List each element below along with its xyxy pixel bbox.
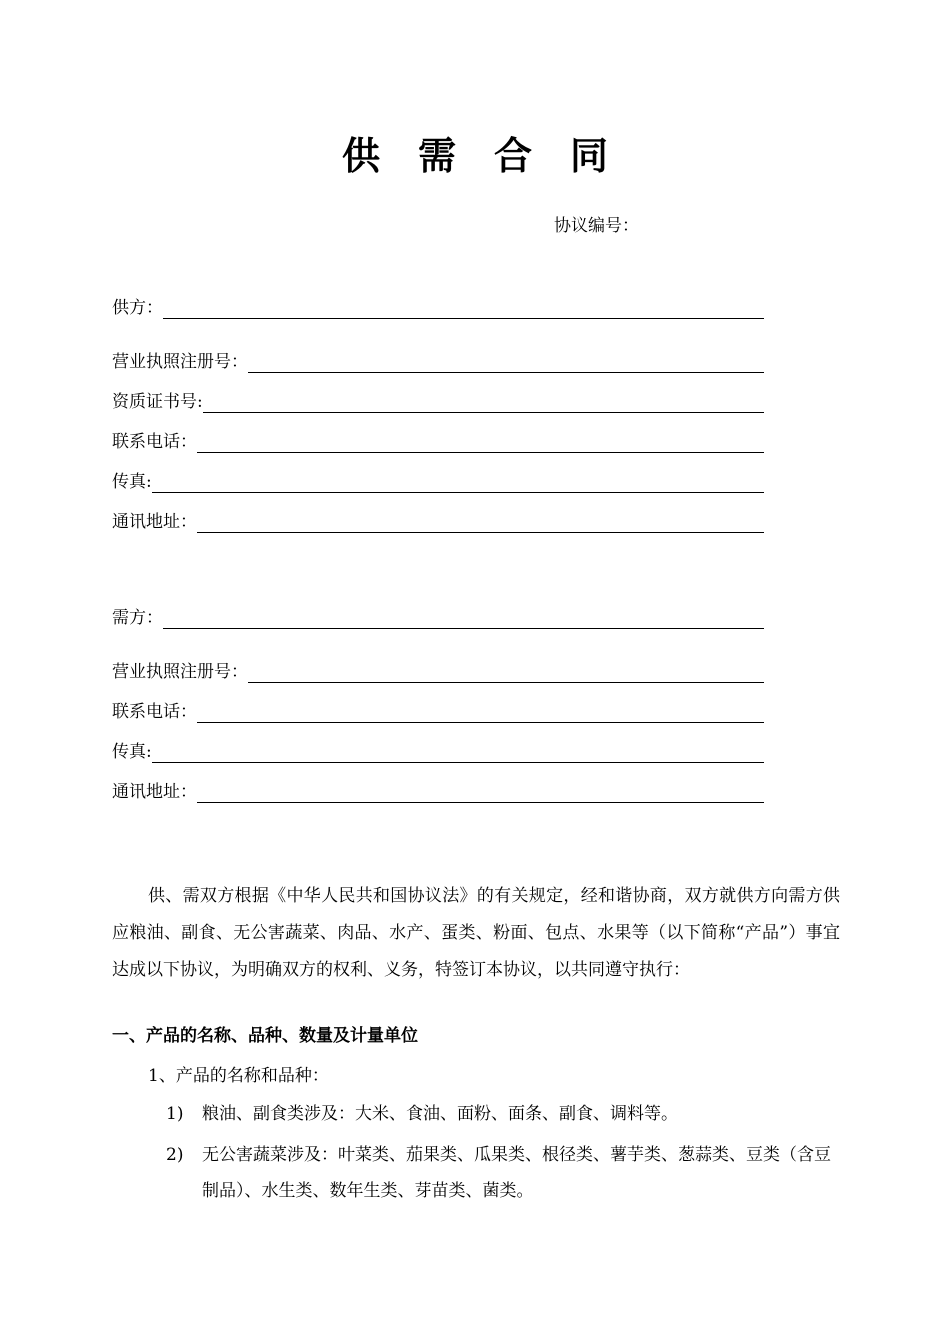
- supplier-fax-blank[interactable]: [152, 470, 764, 493]
- buyer-name-label: 需方：: [112, 608, 163, 628]
- supplier-name-label: 供方：: [112, 298, 163, 318]
- supplier-name-blank[interactable]: [163, 296, 764, 319]
- supplier-license-row: [112, 334, 764, 374]
- intro-paragraph: 供、需双方根据《中华人民共和国协议法》的有关规定，经和谐协商，双方就供方向需方供应粮油、副食、无公害蔬菜、肉品、水产、蛋类、粉面、包点、水果等（以下简称“产品”）事宜达成以下协议，为明确双方的权利、义务，特签订本协议，以共同遵守执行：: [112, 886, 840, 980]
- buyer-fax-label: 传真:: [112, 742, 152, 762]
- agreement-number-label: 协议编号：: [554, 216, 639, 236]
- list-item: [166, 1137, 840, 1209]
- supplier-license-blank[interactable]: [248, 350, 764, 373]
- section-1-subheading: 1、产品的名称和品种：: [148, 1066, 329, 1086]
- supplier-address-blank[interactable]: [197, 510, 764, 533]
- supplier-phone-row: [112, 414, 764, 454]
- buyer-address-blank[interactable]: [197, 780, 764, 803]
- buyer-phone-label: 联系电话：: [112, 702, 197, 722]
- list-item-text: 无公害蔬菜涉及：叶菜类、茄果类、瓜果类、根径类、薯芋类、葱蒜类、豆类（含豆制品）、水生类、数年生类、芽苗类、菌类。: [202, 1145, 831, 1201]
- supplier-phone-label: 联系电话：: [112, 432, 197, 452]
- supplier-phone-blank[interactable]: [197, 430, 764, 453]
- list-item-text: 粮油、副食类涉及：大米、食油、面粉、面条、副食、调料等。: [202, 1104, 678, 1124]
- buyer-fax-blank[interactable]: [152, 740, 764, 763]
- buyer-phone-row: [112, 684, 764, 724]
- buyer-license-label: 营业执照注册号：: [112, 662, 248, 682]
- supplier-info-block: [112, 294, 764, 534]
- supplier-name-row: [112, 294, 764, 320]
- buyer-info-block: [112, 604, 764, 804]
- buyer-name-row: [112, 604, 764, 630]
- buyer-license-blank[interactable]: [248, 660, 764, 683]
- supplier-license-label: 营业执照注册号：: [112, 352, 248, 372]
- supplier-fax-row: [112, 454, 764, 494]
- buyer-address-label: 通讯地址：: [112, 782, 197, 802]
- supplier-qualification-blank[interactable]: [203, 390, 764, 413]
- buyer-phone-blank[interactable]: [197, 700, 764, 723]
- supplier-address-row: [112, 494, 764, 534]
- buyer-license-row: [112, 644, 764, 684]
- list-item-number: 2): [166, 1145, 184, 1165]
- list-item-number: 1): [166, 1104, 184, 1124]
- section-1-heading: 一、产品的名称、品种、数量及计量单位: [112, 1026, 418, 1046]
- list-item: [166, 1096, 840, 1132]
- supplier-fax-label: 传真:: [112, 472, 152, 492]
- supplier-qualification-row: [112, 374, 764, 414]
- supplier-address-label: 通讯地址：: [112, 512, 197, 532]
- buyer-name-blank[interactable]: [163, 606, 764, 629]
- buyer-address-row: [112, 764, 764, 804]
- supplier-qualification-label: 资质证书号:: [112, 392, 203, 412]
- buyer-fax-row: [112, 724, 764, 764]
- document-title: 供需合同: [341, 133, 646, 178]
